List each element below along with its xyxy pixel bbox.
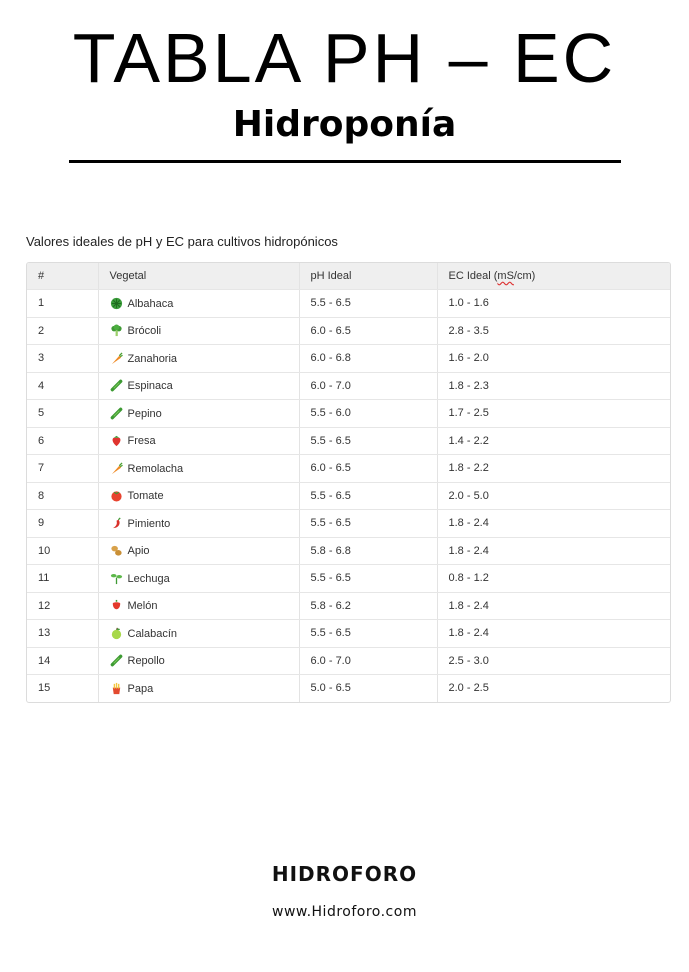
- row-ph-range: 6.0 - 7.0: [299, 372, 437, 400]
- row-ec-range: 1.6 - 2.0: [437, 345, 670, 373]
- vegetal-name: Albahaca: [127, 297, 174, 310]
- vegetal-name: Remolacha: [127, 462, 184, 475]
- vegetal-name: Calabacín: [127, 627, 178, 640]
- vegetal-name: Lechuga: [127, 572, 170, 585]
- row-vegetal: [98, 372, 299, 400]
- row-ec-range: 0.8 - 1.2: [437, 565, 670, 593]
- column-header-ec: [437, 263, 670, 290]
- row-ec-range: 2.5 - 3.0: [437, 647, 670, 675]
- vegetal-name: Repollo: [127, 655, 165, 668]
- cucumber-icon: [110, 654, 123, 667]
- row-ph-range: 5.5 - 6.5: [299, 427, 437, 455]
- row-number: 1: [27, 290, 98, 318]
- row-number: 5: [27, 400, 98, 428]
- column-header-ec-label: EC Ideal (mS/cm): [448, 270, 536, 282]
- row-number: 14: [27, 647, 98, 675]
- vegetal-name: Pimiento: [127, 517, 171, 530]
- row-ph-range: 6.0 - 6.8: [299, 345, 437, 373]
- ph-ec-table-container: [26, 262, 671, 703]
- page-title: TABLA PH – EC: [72, 19, 617, 97]
- table-row: [27, 675, 670, 702]
- row-ec-range: 1.8 - 2.4: [437, 592, 670, 620]
- row-number: 11: [27, 565, 98, 593]
- row-ph-range: 5.5 - 6.5: [299, 620, 437, 648]
- table-row: [27, 537, 670, 565]
- tomato-icon: [110, 489, 123, 502]
- row-ph-range: 5.5 - 6.5: [299, 565, 437, 593]
- row-ph-range: 5.5 - 6.5: [299, 290, 437, 318]
- row-vegetal: [98, 482, 299, 510]
- table-row: [27, 647, 670, 675]
- row-number: 3: [27, 345, 98, 373]
- table-row: [27, 372, 670, 400]
- row-vegetal: [98, 537, 299, 565]
- vegetal-name: Tomate: [127, 490, 164, 503]
- table-row: [27, 317, 670, 345]
- page-subtitle: Hidroponía: [232, 104, 457, 145]
- table-row: [27, 455, 670, 483]
- cucumber-icon: [110, 407, 123, 420]
- row-vegetal: [98, 565, 299, 593]
- row-number: 9: [27, 510, 98, 538]
- seedling-icon: [110, 572, 123, 585]
- row-number: 4: [27, 372, 98, 400]
- green-apple-icon: [110, 627, 123, 640]
- row-number: 13: [27, 620, 98, 648]
- row-ph-range: 6.0 - 6.5: [299, 455, 437, 483]
- row-ec-range: 1.8 - 2.4: [437, 620, 670, 648]
- row-ec-range: 1.7 - 2.5: [437, 400, 670, 428]
- table-body: [27, 290, 670, 702]
- row-ec-range: 2.0 - 5.0: [437, 482, 670, 510]
- row-ec-range: 2.0 - 2.5: [448, 682, 489, 695]
- vegetal-name: Apio: [127, 545, 150, 558]
- vegetal-name: Brócoli: [127, 325, 162, 338]
- table-header-row: [27, 263, 670, 290]
- table-row: [27, 482, 670, 510]
- row-vegetal: [98, 290, 299, 318]
- row-ph-range: 5.8 - 6.2: [299, 592, 437, 620]
- row-number: 6: [27, 427, 98, 455]
- row-number: 7: [27, 455, 98, 483]
- herb-icon: [110, 297, 123, 310]
- row-ec-range: 1.8 - 2.3: [437, 372, 670, 400]
- row-vegetal: [98, 675, 299, 702]
- row-vegetal: [98, 510, 299, 538]
- vegetal-name: Fresa: [127, 435, 156, 448]
- cucumber-icon: [110, 379, 123, 392]
- row-ec-range: 1.4 - 2.2: [437, 427, 670, 455]
- row-ph-range: 6.0 - 6.5: [299, 317, 437, 345]
- table-row: [27, 592, 670, 620]
- table-row: [27, 510, 670, 538]
- fries-icon: [110, 682, 123, 695]
- carrot-icon: [110, 352, 123, 365]
- chili-pepper-icon: [110, 517, 123, 530]
- vegetal-name: Zanahoria: [127, 352, 178, 365]
- vegetal-name: Papa: [127, 682, 154, 695]
- row-ph-range: 5.8 - 6.8: [299, 537, 437, 565]
- row-vegetal: [98, 620, 299, 648]
- broccoli-icon: [110, 324, 123, 337]
- row-number: 2: [27, 317, 98, 345]
- brand-name: HIDROFORO: [271, 862, 418, 886]
- column-header-vegetal: Vegetal: [98, 263, 299, 290]
- row-ph-range: 6.0 - 7.0: [299, 647, 437, 675]
- row-number: 15: [27, 675, 98, 702]
- website-url[interactable]: www.Hidroforo.com: [272, 904, 417, 920]
- strawberry-icon: [110, 434, 123, 447]
- carrot-icon: [110, 462, 123, 475]
- row-number: 10: [27, 537, 98, 565]
- table-row: [27, 400, 670, 428]
- row-vegetal: [98, 400, 299, 428]
- row-vegetal: [98, 592, 299, 620]
- table-caption: Valores ideales de pH y EC para cultivos hidropónicos: [26, 234, 338, 249]
- row-ph-range: 5.5 - 6.5: [299, 482, 437, 510]
- row-number: 12: [27, 592, 98, 620]
- table-row: [27, 290, 670, 318]
- row-ec-range: 1.8 - 2.2: [437, 455, 670, 483]
- title-divider: [69, 160, 621, 163]
- row-vegetal: [98, 345, 299, 373]
- table-row: [27, 427, 670, 455]
- vegetal-name: Pepino: [127, 407, 162, 420]
- column-header-ph: pH Ideal: [299, 263, 437, 290]
- row-number: 8: [27, 482, 98, 510]
- table-row: [27, 620, 670, 648]
- row-ec-range: 1.0 - 1.6: [437, 290, 670, 318]
- table-row: [27, 345, 670, 373]
- row-ph-range: 5.5 - 6.0: [299, 400, 437, 428]
- row-vegetal: [98, 317, 299, 345]
- table-row: [27, 565, 670, 593]
- column-header-number: #: [27, 263, 98, 290]
- row-vegetal: [98, 647, 299, 675]
- row-vegetal: [98, 455, 299, 483]
- row-ph-range: 5.5 - 6.5: [299, 510, 437, 538]
- row-vegetal: [98, 427, 299, 455]
- vegetal-name: Espinaca: [127, 380, 173, 393]
- row-ec-range: 2.8 - 3.5: [437, 317, 670, 345]
- row-ph-range: 5.0 - 6.5: [299, 675, 437, 702]
- vegetal-name: Melón: [127, 600, 158, 613]
- row-ec-range: 1.8 - 2.4: [437, 537, 670, 565]
- ph-ec-table: [27, 263, 670, 702]
- peanuts-icon: [110, 544, 123, 557]
- bell-pepper-icon: [110, 599, 123, 612]
- row-ec-range: 1.8 - 2.4: [437, 510, 670, 538]
